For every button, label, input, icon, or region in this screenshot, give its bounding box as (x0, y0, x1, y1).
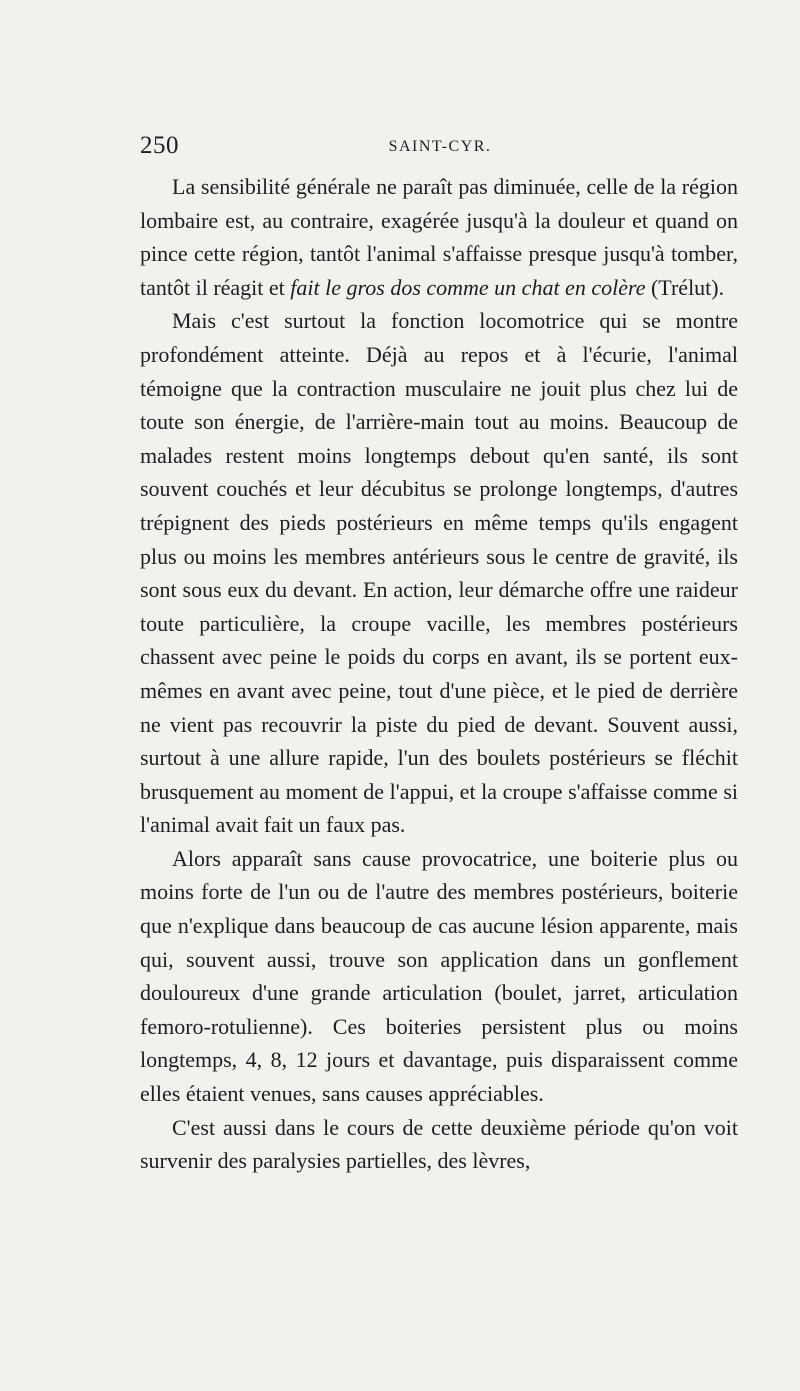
paragraph-2: Mais c'est surtout la fonction locomotrice qui se montre profondément atteinte. Déjà au repos et à l'écurie, l'animal témoigne que la contraction musculaire ne jouit plus chez lui de toute son énergie, de l'arrière-main tout au moins. Beaucoup de malades restent moins longtemps debout qu'en santé, ils sont souvent couchés et leur décubitus se prolonge longtemps, d'autres trépignent des pieds postérieurs en même temps qu'ils engagent plus ou moins les membres antérieurs sous le centre de gravité, ils sont sous eux du devant. En action, leur démarche offre une raideur toute particulière, la croupe vacille, les membres postérieurs chassent avec peine le poids du corps en avant, ils se portent eux-mêmes en avant avec peine, tout d'une pièce, et le pied de derrière ne vient pas recouvrir la piste du pied de devant. Souvent aussi, surtout à une allure rapide, l'un des boulets postérieurs se fléchit brusquement au moment de l'appui, et la croupe s'affaisse comme si l'animal avait fait un faux pas. (140, 308, 738, 838)
paragraph-4: C'est aussi dans le cours de cette deuxième période qu'on voit survenir des paralysies partielles, des lèvres, (140, 1114, 738, 1174)
paragraph-3: Alors apparaît sans cause provocatrice, une boiterie plus ou moins forte de l'un ou de l'autre des membres postérieurs, boiterie que n'explique dans beaucoup de cas aucune lésion apparente, mais qui, souvent aussi, trouve son application dans un gonflement douloureux d'une grande articulation (boulet, jarret, articulation femoro-rotulienne). Ces boiteries persistent plus ou moins longtemps, 4, 8, 12 jours et davantage, puis disparaissent comme elles étaient venues, sans causes appréciables. (140, 845, 738, 1107)
paragraph-1-citation: (Trélut). (645, 274, 725, 300)
page-header (140, 132, 740, 166)
paragraph-1 (140, 170, 738, 304)
paragraph-1-italic-quote: fait le gros dos comme un chat en colère (290, 274, 646, 300)
body-text (140, 170, 738, 1178)
paragraph-1-text: La sensibilité générale ne paraît pas diminuée, celle de la région lombaire est, au contraire, exagérée jusqu'à la douleur et quand on pince cette région, tantôt l'animal s'affaisse presque jusqu'à tomber, tantôt il réagit et (140, 174, 738, 300)
running-head: SAINT-CYR. (388, 138, 492, 155)
page-number: 250 (140, 132, 179, 159)
